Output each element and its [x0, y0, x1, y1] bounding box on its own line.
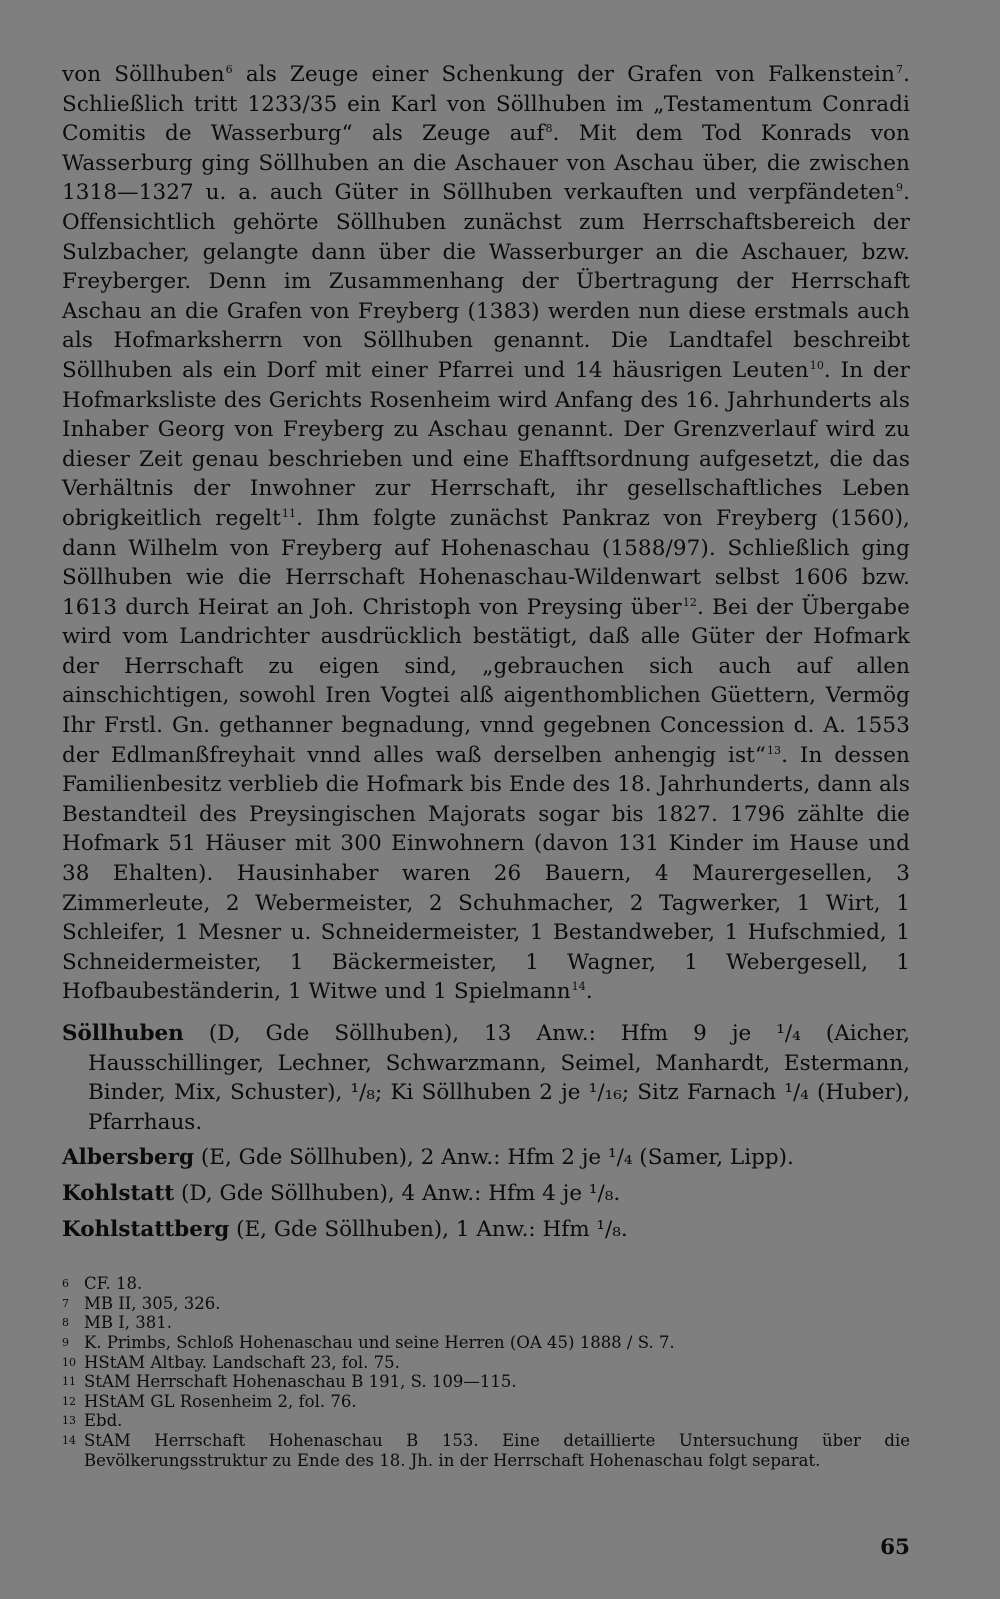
- footnote-marker: 11: [281, 506, 297, 520]
- footnote-marker: 7: [895, 62, 904, 76]
- body-text-segment: als Zeuge einer Schenkung der Grafen von Falkenstein: [232, 62, 895, 87]
- footnote-number: 12: [62, 1394, 76, 1408]
- footnote-text: CF. 18.: [84, 1274, 143, 1294]
- body-text-segment: .: [585, 979, 593, 1005]
- footnote-text: Ebd.: [84, 1411, 123, 1431]
- footnote-marker: 8: [545, 122, 553, 136]
- footnote-number: 6: [62, 1277, 69, 1291]
- place-details: (E, Gde Söllhuben), 1 Anw.: Hfm ¹/₈.: [229, 1216, 628, 1242]
- place-details: (D, Gde Söllhuben), 4 Anw.: Hfm 4 je ¹/₈.: [174, 1180, 621, 1206]
- place-entry: [62, 1019, 910, 1137]
- body-text-segment: . Ihm folgte zunächst Pankraz von Freyberg (1560), dann Wilhelm von Freyberg auf Hohenaschau (1588/97). Schließlich ging Söllhuben wie die Herrschaft Hohenaschau-Wildenwart selbst 1606 bzw. 1613 durch Heirat an Joh. Christoph von Preysing über: [62, 505, 910, 620]
- footnote-text: MB II, 305, 326.: [84, 1293, 221, 1313]
- footnote-text: MB I, 381.: [84, 1313, 173, 1333]
- place-details: (D, Gde Söllhuben), 13 Anw.: Hfm 9 je ¹/₄ (Aicher, Hausschillinger, Lechner, Schwarzmann, Seimel, Manhardt, Estermann, Binder, Mix, Schuster), ¹/₈; Ki Söllhuben 2 je ¹/₁₆; Sitz Farnach ¹/₄ (Huber), Pfarrhaus.: [88, 1021, 910, 1135]
- footnotes-section: [62, 1274, 910, 1470]
- footnote-number: 9: [62, 1335, 69, 1349]
- footnote-text: HStAM Altbay. Landschaft 23, fol. 75.: [84, 1352, 400, 1372]
- footnote-text: K. Primbs, Schloß Hohenaschau und seine Herren (OA 45) 1888 / S. 7.: [84, 1332, 675, 1352]
- footnote: [62, 1313, 910, 1333]
- footnote-text: StAM Herrschaft Hohenaschau B 153. Eine detaillierte Untersuchung über die Bevölkerungsstruktur zu Ende des 18. Jh. in der Herrschaft Hohenaschau folgt separat.: [84, 1430, 910, 1470]
- body-text-segment: . Mit dem Tod Konrads von Wasserburg ging Söllhuben an die Aschauer von Aschau über, die zwischen 1318—1327 u. a. auch Güter in Söllhuben verkauften und verpfändeten: [62, 121, 910, 206]
- footnote-number: 8: [62, 1316, 69, 1330]
- place-entry: [62, 1215, 910, 1245]
- place-name: Söllhuben: [62, 1021, 184, 1046]
- body-text-segment: . In der Hofmarksliste des Gerichts Rosenheim wird Anfang des 16. Jahrhunderts als Inhaber Georg von Freyberg zu Aschau genannt. Der Grenzverlauf wird zu dieser Zeit genau beschrieben und eine Ehafftsordnung aufgesetzt, die das Verhältnis der Inwohner zur Herrschaft, ihr gesellschaftliches Leben obrigkeitlich regelt: [62, 357, 910, 531]
- footnote-text: HStAM GL Rosenheim 2, fol. 76.: [84, 1391, 357, 1411]
- footnote-number: 10: [62, 1355, 76, 1369]
- footnote: [62, 1372, 910, 1392]
- footnote-text: StAM Herrschaft Hohenaschau B 191, S. 109—115.: [84, 1372, 517, 1392]
- body-paragraph: [62, 60, 910, 1007]
- body-text-segment: . Offensichtlich gehörte Söllhuben zunächst zum Herrschaftsbereich der Sulzbacher, gelangte dann über die Wasserburger an die Aschauer, bzw. Freyberger. Denn im Zusammenhang der Übertragung der Herrschaft Aschau an die Grafen von Freyberg (1383) werden nun diese erstmals auch als Hofmarksherrn von Söllhuben genannt. Die Landtafel beschreibt Söllhuben als ein Dorf mit einer Pfarrei und 14 häusrigen Leuten: [62, 180, 910, 383]
- footnote: [62, 1274, 910, 1294]
- body-text-segment: . In dessen Familienbesitz verblieb die Hofmark bis Ende des 18. Jahrhunderts, dann als Bestandteil des Preysingischen Majorats sogar bis 1827. 1796 zählte die Hofmark 51 Häuser mit 300 Einwohnern (davon 131 Kinder im Hause und 38 Ehalten). Hausinhaber waren 26 Bauern, 4 Maurergesellen, 3 Zimmerleute, 2 Webermeister, 2 Schuhmacher, 2 Tagwerker, 1 Wirt, 1 Schleifer, 1 Mesner u. Schneidermeister, 1 Bestandweber, 1 Hufschmied, 1 Schneidermeister, 1 Bäckermeister, 1 Wagner, 1 Webergesell, 1 Hofbaubeständerin, 1 Witwe und 1 Spielmann: [62, 742, 910, 1005]
- footnote-marker: 9: [895, 181, 904, 195]
- footnote: [62, 1392, 910, 1412]
- place-name: Kohlstatt: [62, 1180, 175, 1206]
- body-text-segment: . Schließlich tritt 1233/35 ein Karl von Söllhuben im „Testamentum Conradi Comitis de Wasserburg“ als Zeuge auf: [62, 62, 910, 147]
- footnote: [62, 1411, 910, 1431]
- place-entry: [62, 1143, 910, 1173]
- footnote-number: 11: [62, 1375, 76, 1389]
- footnote-number: 13: [62, 1414, 76, 1428]
- body-text-segment: . Bei der Übergabe wird vom Landrichter ausdrücklich bestätigt, daß alle Güter der Hofmark der Herrschaft zu eigen sind, „gebrauchen sich auch auf allen ainschichtigen, sowohl Iren Vogtei alß aigenthomblichen Güettern, Vermög Ihr Frstl. Gn. gethanner begnadung, vnnd gegebnen Concession d. A. 1553 der Edlmanßfreyhait vnnd alles waß derselben anhengig ist“: [62, 594, 910, 768]
- place-name: Kohlstattberg: [62, 1216, 230, 1242]
- footnote-marker: 14: [571, 980, 586, 994]
- footnote-marker: 12: [682, 595, 697, 609]
- footnote: [62, 1431, 910, 1470]
- footnote: [62, 1333, 910, 1353]
- place-entries-list: [62, 1019, 910, 1244]
- place-entry: [62, 1179, 910, 1209]
- footnote: [62, 1294, 910, 1314]
- footnote-marker: 13: [766, 743, 782, 757]
- book-page: [62, 60, 910, 1470]
- page-number: 65: [880, 1535, 910, 1560]
- place-name: Albersberg: [62, 1145, 195, 1171]
- footnote-number: 14: [62, 1433, 76, 1447]
- footnote-number: 7: [62, 1296, 69, 1310]
- footnote: [62, 1353, 910, 1373]
- footnote-marker: 10: [809, 358, 824, 372]
- footnote-marker: 6: [225, 62, 233, 76]
- body-text-segment: von Söllhuben: [62, 62, 225, 87]
- place-details: (E, Gde Söllhuben), 2 Anw.: Hfm 2 je ¹/₄ (Samer, Lipp).: [194, 1145, 794, 1171]
